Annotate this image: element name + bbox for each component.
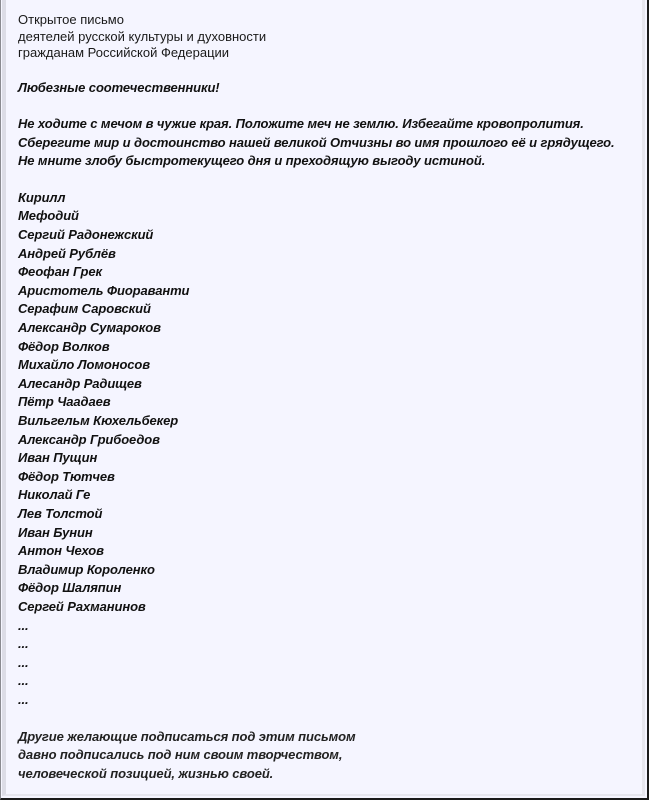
signatory-ellipsis: ...	[18, 654, 29, 670]
signatory: Серафим Саровский	[18, 301, 151, 317]
signatory-ellipsis: ...	[18, 617, 29, 633]
signatory: Вильгельм Кюхельбекер	[18, 413, 179, 428]
letter-content	[18, 12, 637, 783]
body-line: Не ходите с мечом в чужие края. Положите меч не землю. Избегайте кровопролития.	[18, 116, 584, 132]
signatory-ellipsis: ...	[18, 691, 29, 707]
signatory: Фёдор Шаляпин	[18, 580, 122, 596]
signatory: Алесандр Радищев	[18, 375, 142, 391]
signatory: Александр Сумароков	[18, 320, 161, 336]
signatory-ellipsis: ...	[18, 673, 29, 689]
signatory: Сергий Радонежский	[18, 227, 154, 243]
letter-header	[18, 12, 637, 62]
signatory: Антон Чехов	[18, 543, 104, 559]
signatory: Мефодий	[18, 208, 79, 224]
body-line: Не мните злобу быстротекущего дня и преходящую выгоду истиной.	[18, 153, 486, 169]
signatory: Иван Бунин	[18, 524, 93, 540]
closing-line: человеческой позицией, жизнью своей.	[18, 765, 274, 781]
closing-line: Другие желающие подписаться под этим письмом	[18, 728, 356, 744]
signatory: Иван Пущин	[18, 450, 98, 466]
signatory: Фёдор Тютчев	[18, 468, 115, 484]
signatory: Феофан Грек	[18, 264, 102, 280]
signatory: Владимир Короленко	[18, 561, 155, 577]
signatory: Аристотель Фиораванти	[18, 282, 190, 298]
signatory: Андрей Рублёв	[18, 245, 116, 261]
signatory: Сергей Рахманинов	[18, 598, 146, 614]
closing-line: давно подписались под ним своим творчеством,	[18, 747, 343, 763]
body-line: Сберегите мир и достоинство нашей великой Отчизны во имя прошлого её и грядущего.	[18, 134, 615, 150]
signatory: Николай Ге	[18, 487, 91, 503]
signatory: Лев Толстой	[18, 505, 103, 521]
signatory-ellipsis: ...	[18, 636, 29, 652]
header-line-title: Открытое письмо	[18, 12, 124, 27]
signatory: Кирилл	[18, 189, 66, 205]
signatories-list	[18, 189, 637, 710]
header-line-authors: деятелей русской культуры и духовности	[18, 28, 267, 44]
signatory: Фёдор Волков	[18, 338, 110, 354]
header-line-addressee: гражданам Российской Федерации	[18, 45, 230, 60]
closing-paragraph	[18, 728, 637, 784]
signatory: Александр Грибоедов	[18, 431, 160, 447]
letter-body	[18, 115, 637, 171]
signatory: Пётр Чаадаев	[18, 394, 111, 410]
greeting: Любезные соотечественники!	[18, 79, 220, 95]
signatory: Михайло Ломоносов	[18, 357, 151, 373]
